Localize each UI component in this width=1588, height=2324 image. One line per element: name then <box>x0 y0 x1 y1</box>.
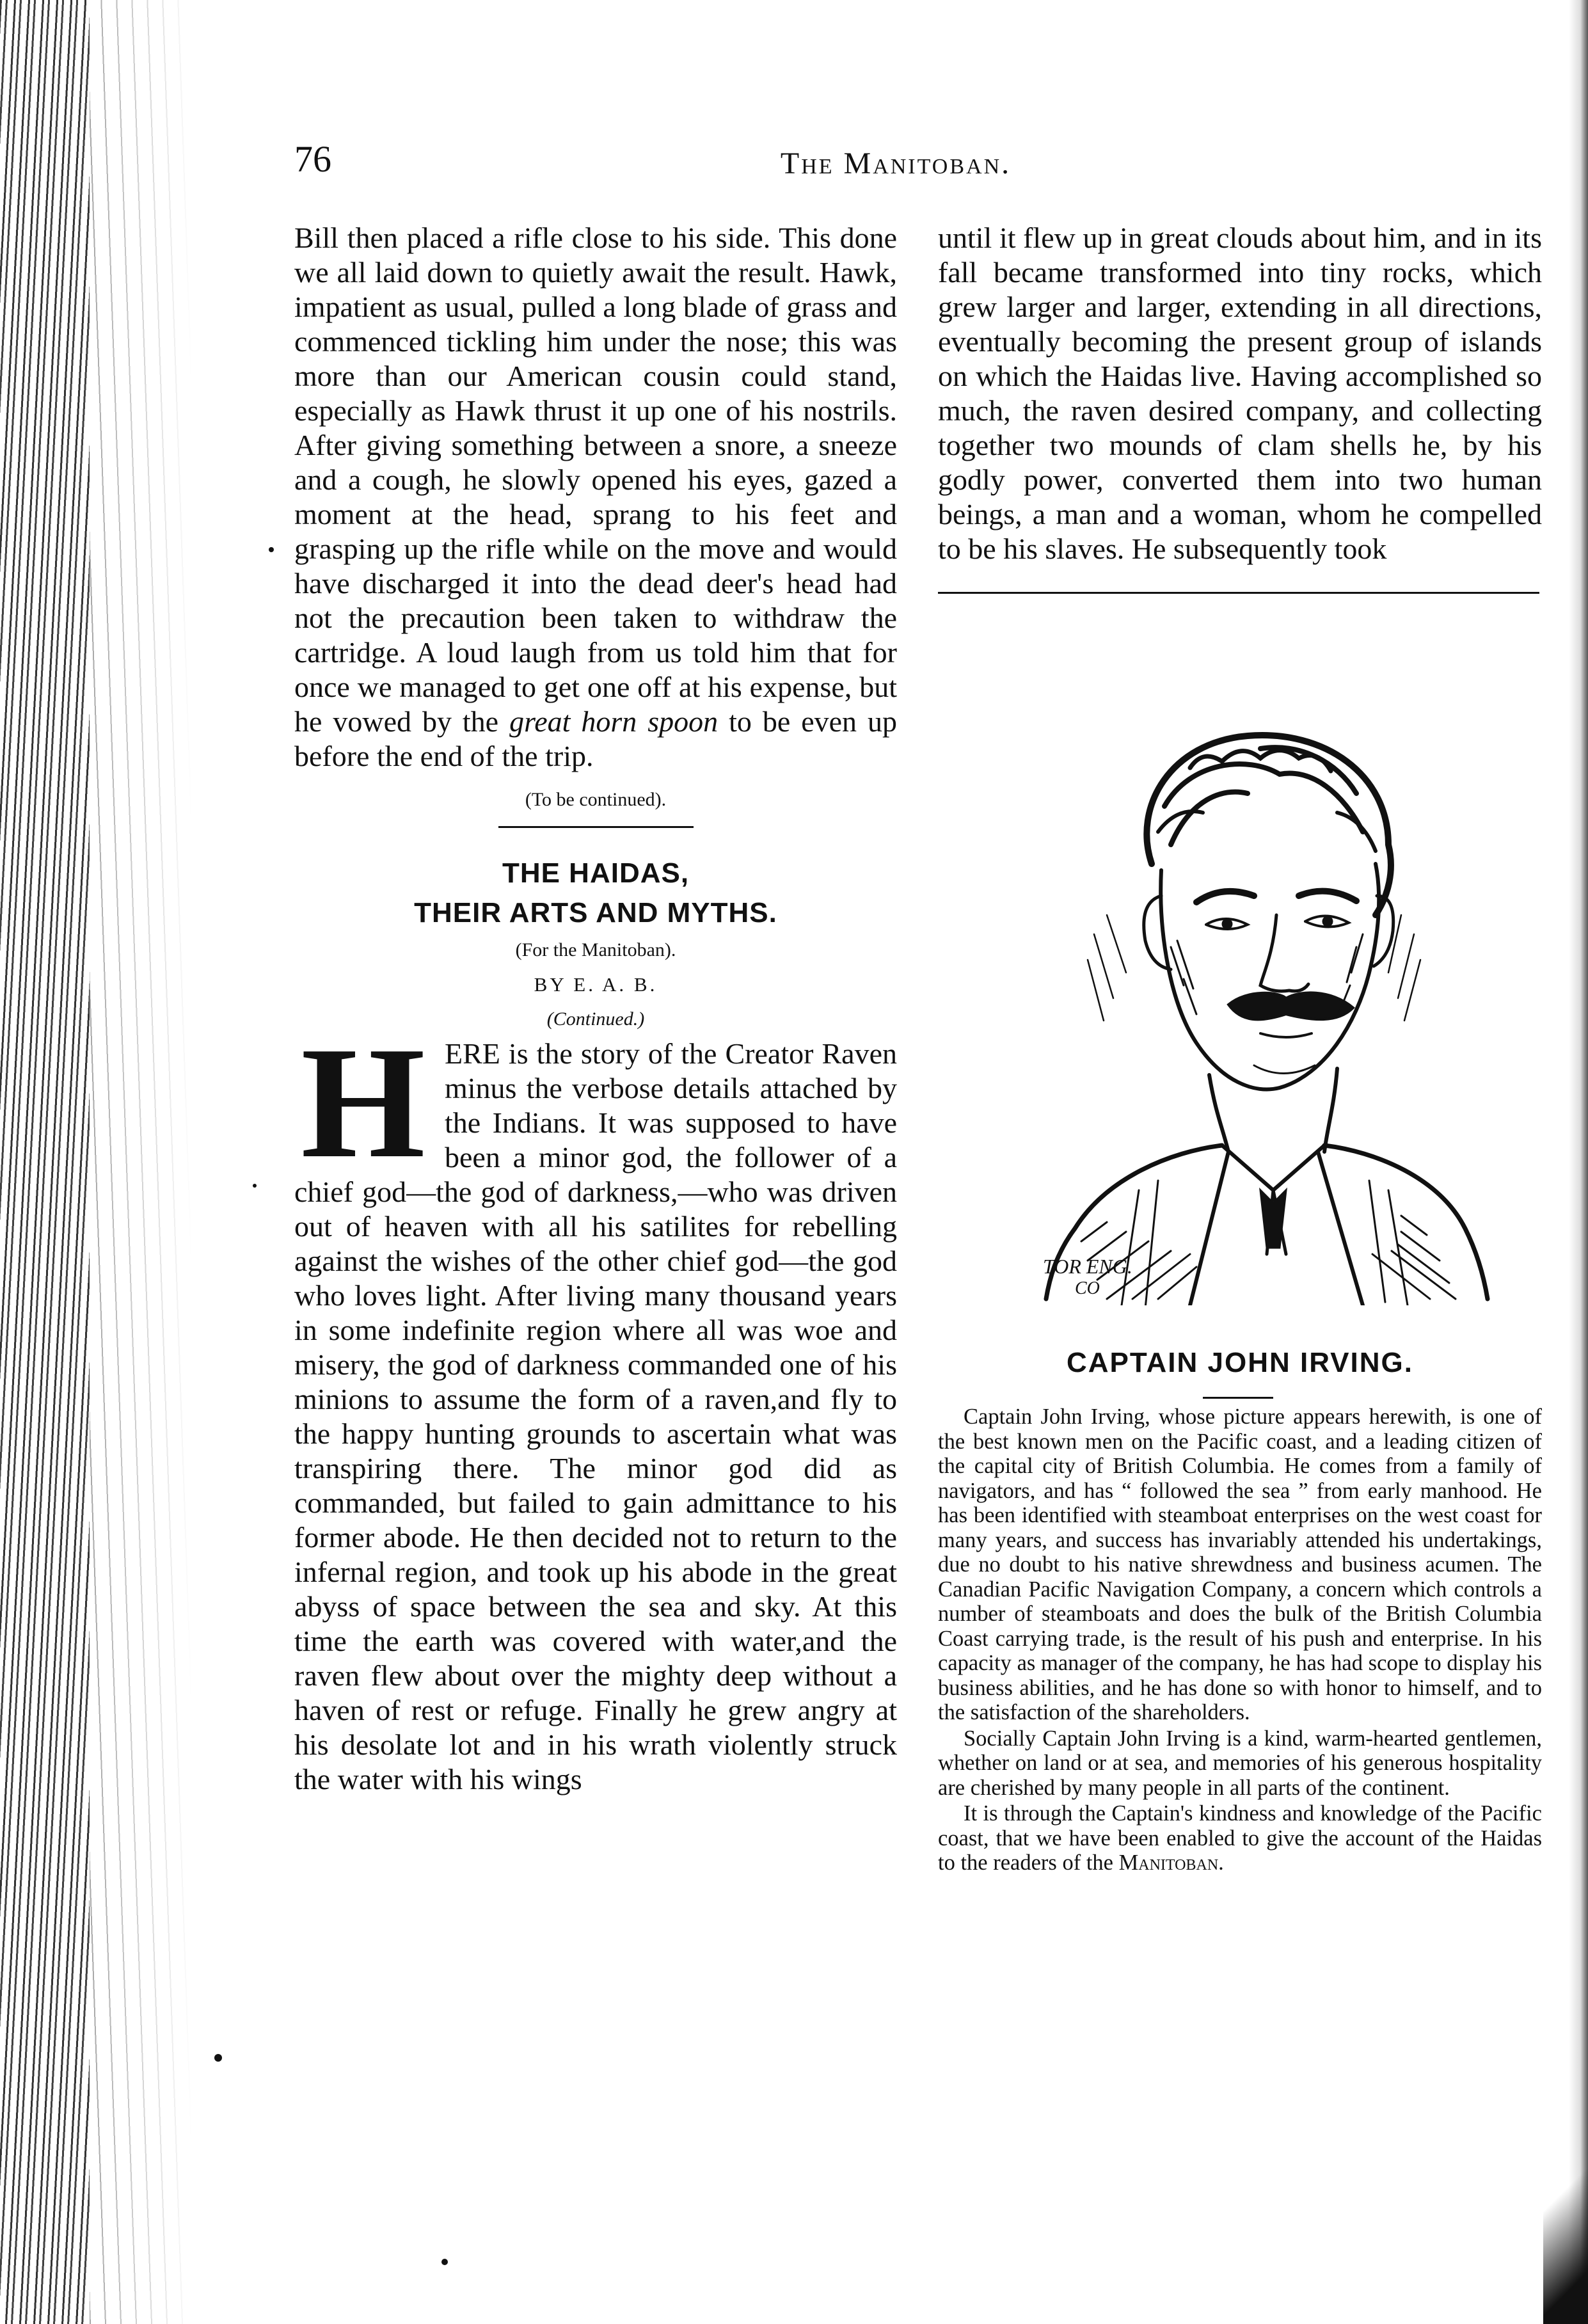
running-title: The Manitoban. <box>780 147 1012 180</box>
engraver-mark-line1: TOR ENG. <box>1043 1255 1132 1278</box>
article-title-line-2: THEIR ARTS AND MYTHS. <box>414 897 777 928</box>
portrait-caption: CAPTAIN JOHN IRVING. <box>1067 1347 1413 1378</box>
engraver-mark-line2: CO <box>1075 1278 1100 1298</box>
bio-paragraph-3 <box>938 1801 1542 1875</box>
story-text-b: to be even up before the end of the trip. <box>294 705 898 772</box>
column-divider <box>938 592 1539 594</box>
section-divider <box>498 826 694 828</box>
gutter-shadow <box>90 0 192 2324</box>
caption-rule <box>1203 1397 1273 1399</box>
bio-paragraph-3-text: It is through the Captain's kindness and knowledge of the Pacific coast, that we have been enabled to give the account of the Haidas to the readers of the <box>938 1801 1542 1875</box>
page-number: 76 <box>294 138 331 180</box>
article-title-line-1: THE HAIDAS, <box>502 857 690 889</box>
story-text-italic: great horn spoon <box>509 705 719 738</box>
bio-paragraph-2: Socially Captain John Irving is a kind, warm-hearted gentlemen, whether on land or at sea, and memories of his generous hospitality are cherished by many people in all parts of the continent. <box>938 1726 1542 1800</box>
book-binding-edge <box>0 0 90 2324</box>
page-corner-shadow <box>1543 2106 1588 2324</box>
article-continuation: until it flew up in great clouds about him, and in its fall became transformed into tiny rocks, which grew larger and larger, extending in all directions, eventually becoming the present group of islands on which the Haidas live. Having accomplished so much, the raven desired company, and collecting together two mounds of clam shells he, by his godly power, converted them into two human beings, a man and a woman, whom he compelled to be his slaves. He subsequently took <box>938 221 1542 565</box>
bio-paragraph-3-end: . <box>1218 1850 1224 1875</box>
article-body-text: ERE is the story of the Creator Raven minus the verbose details attached by the Indians. It was supposed to have been a minor god, the follower of a chief god—the god of darkness,—who was driven out of heaven with all his satilites for rebelling against the wishes of the other chief god—the god who loves light. After living many thousand years in some indefinite region where all was woe and misery, the god of darkness commanded one of his minions to assume the form of a raven,and fly to the happy hunting grounds to ascertain what was transpiring there. The minor god did as commanded, but failed to gain admittance to his former abode. He then decided not to return to the infernal region, and took up his abode in the great abyss of space between the sea and sky. At this time the earth was covered with water,and the raven flew about over the mighty deep without a haven of rest or refuge. Finally he grew angry at his desolate lot and in his wrath violently struck the water with his wings <box>294 1037 897 1795</box>
print-speck <box>214 2054 222 2062</box>
biography <box>938 1405 1542 1875</box>
page-right-edge <box>1569 0 1588 2324</box>
drop-cap: H <box>301 1014 425 1191</box>
print-speck <box>253 1184 257 1188</box>
print-speck <box>269 547 274 552</box>
bio-paragraph-1: Captain John Irving, whose picture appears herewith, is one of the best known men on the Pacific coast, and a leading citizen of the capital city of British Columbia. He comes from a family of navigators, and has “ followed the sea ” from early manhood. He has been identified with steamboat enterprises on the west coast for many years, and success has invariably attended his undertakings, due no doubt to his native shrewdness and business acumen. The Canadian Pacific Navigation Company, a concern which controls a number of steamboats and does the bulk of the British Columbia Coast carrying trade, is the result of his push and enterprise. In his capacity as manager of the company, he has had scope to display his business abilities, and he has done so with honor to himself, and to the satisfaction of the shareholders. <box>938 1405 1542 1724</box>
left-column <box>294 221 897 1797</box>
article-byline: BY E. A. B. <box>534 973 658 996</box>
publication-name: Manitoban <box>1118 1850 1219 1875</box>
story-text-a: Bill then placed a rifle close to his side. This done we all laid down to quietly await the result. Hawk, impatient as usual, pulled a long blade of grass and commenced tickling him under the nose; this was more than our American cousin could stand, especially as Hawk thrust it up one of his nostrils. After giving something between a snore, a sneeze and a cough, he slowly opened his eyes, gazed a moment at the head, sprang to his feet and grasping up the rifle while on the move and would have discharged it into the dead deer's head had not the precaution been taken to withdraw the cartridge. A loud laugh from us told him that for once we managed to get one off at his expense, but he vowed by the <box>294 221 897 738</box>
article-subtitle: (For the Manitoban). <box>515 939 676 960</box>
print-speck <box>441 2259 448 2265</box>
to-be-continued-note: (To be continued). <box>525 789 667 810</box>
right-column <box>938 221 1542 594</box>
story-continuation <box>294 221 897 774</box>
portrait-engraving <box>979 704 1529 1305</box>
continued-note: (Continued.) <box>546 1008 645 1030</box>
